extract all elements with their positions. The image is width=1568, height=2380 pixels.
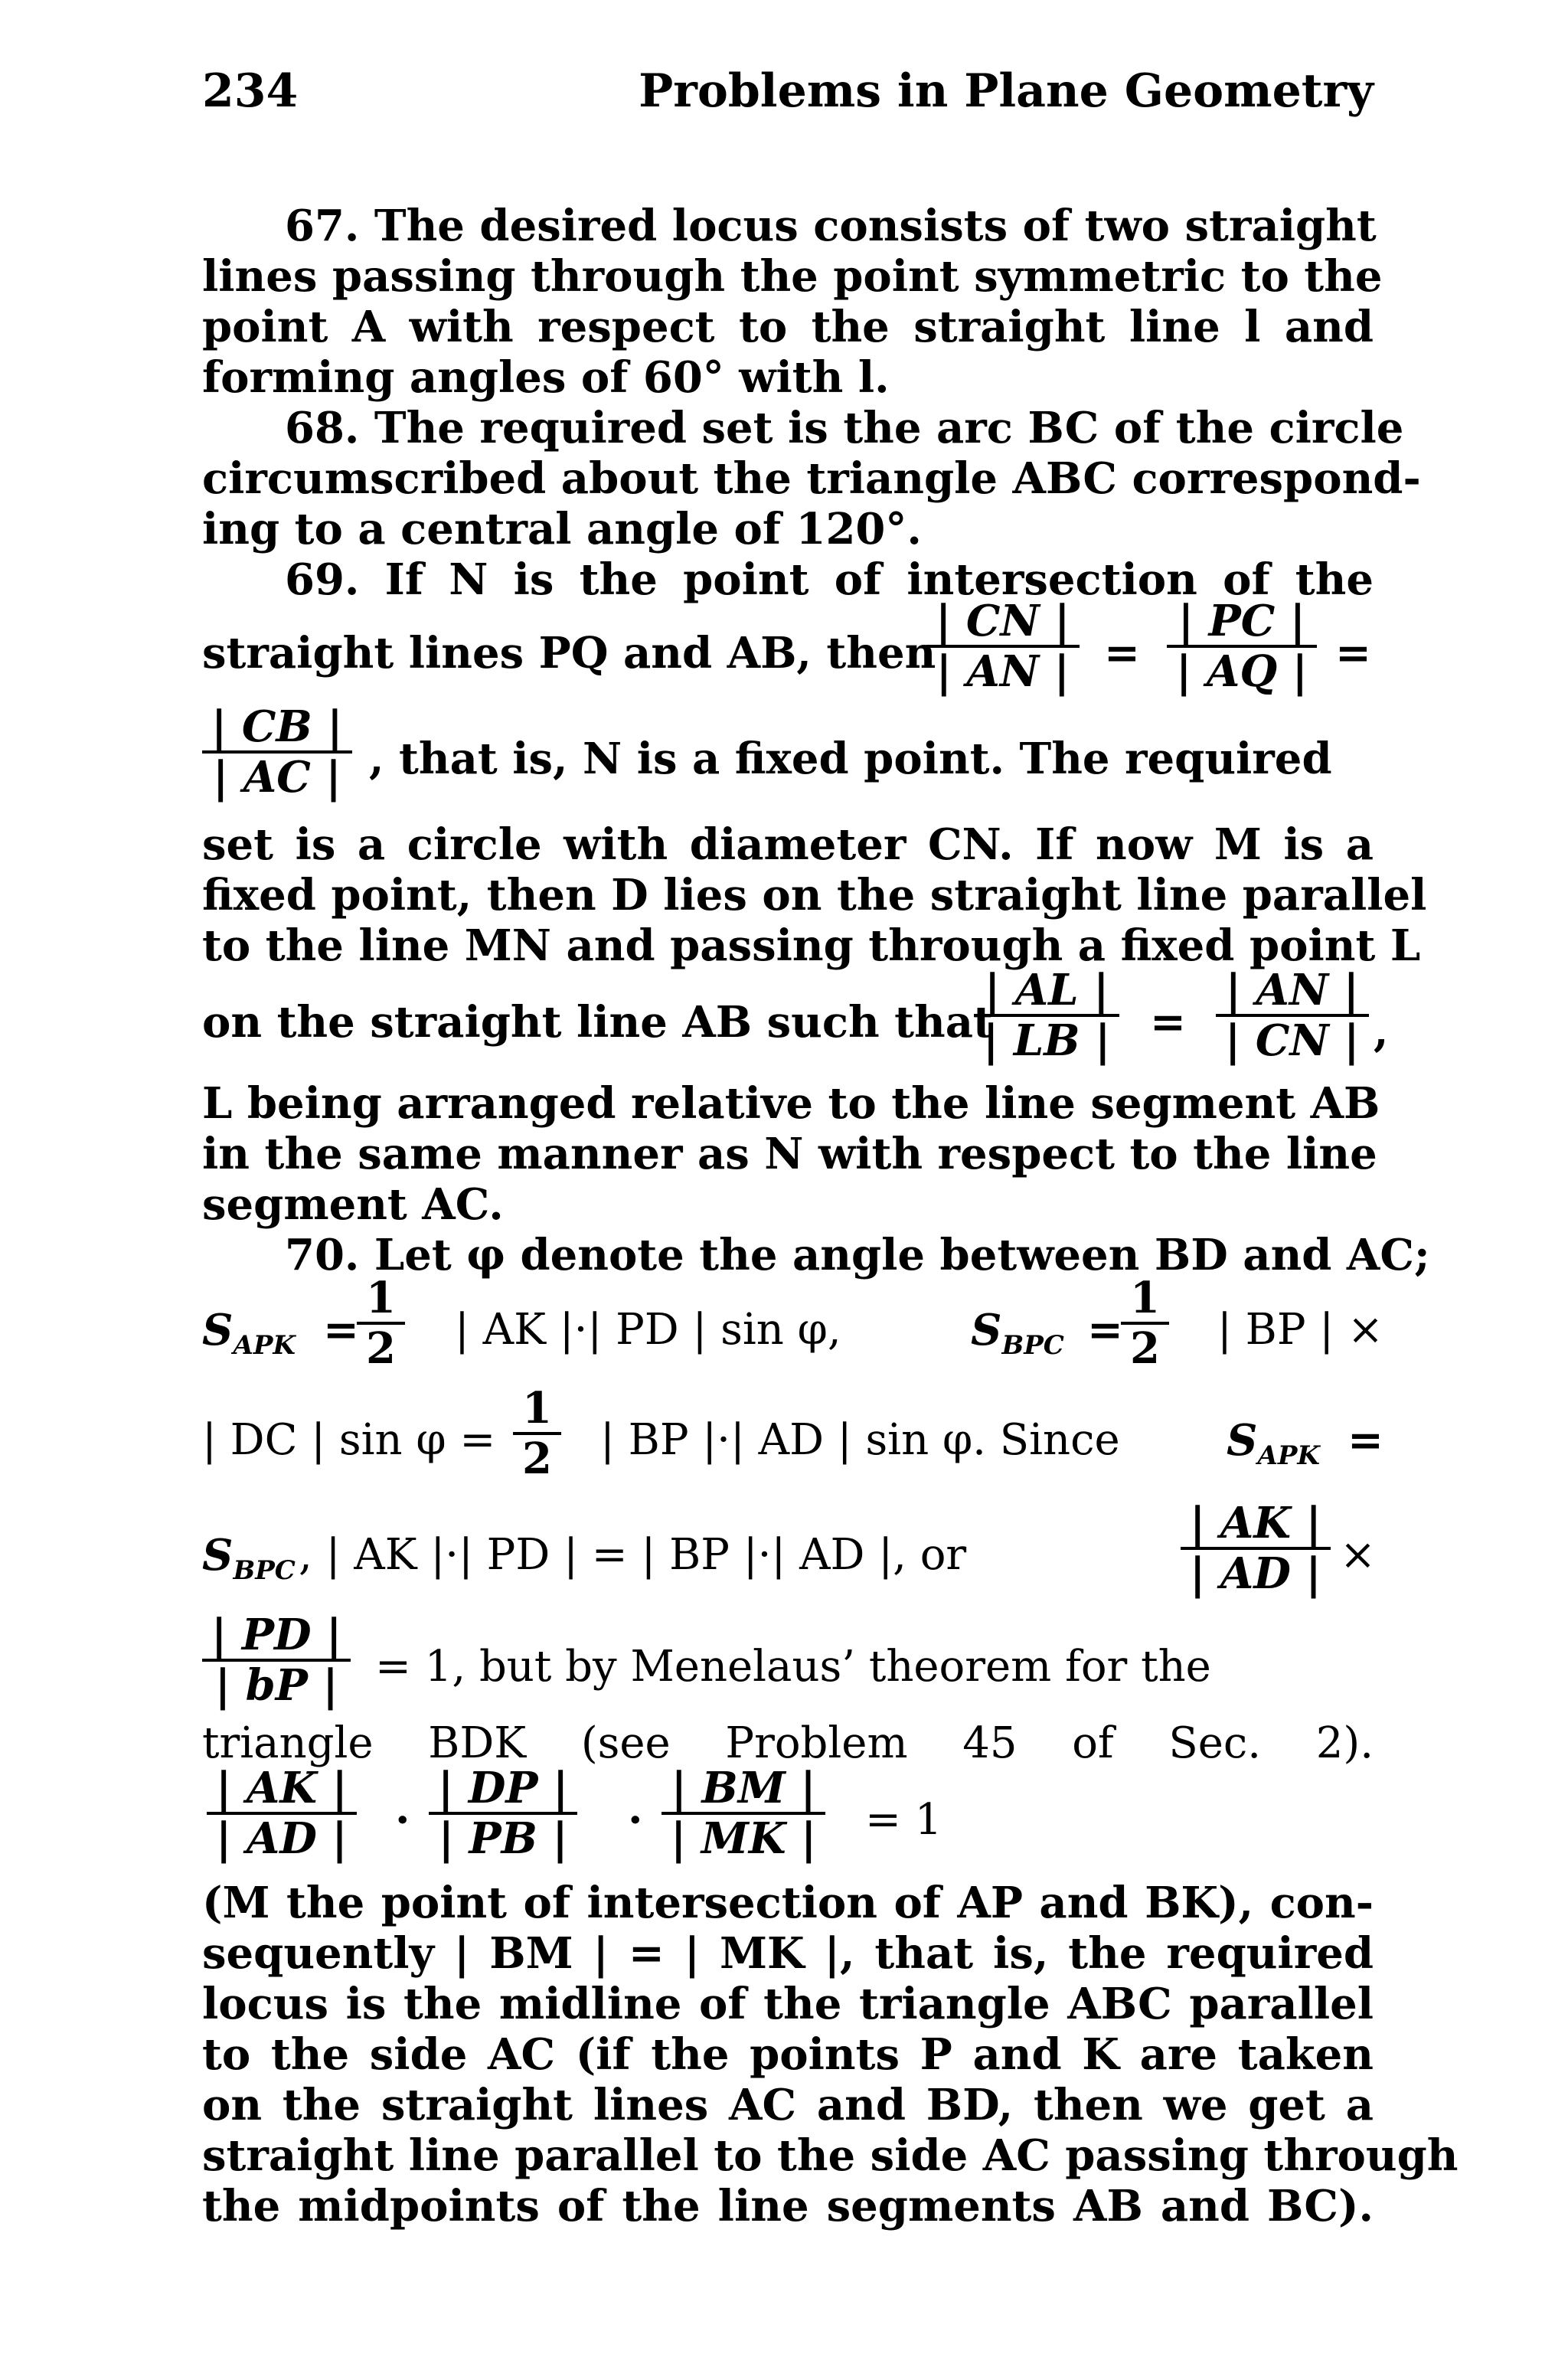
p69-line-3-text: , that is, N is a fixed point. The required bbox=[369, 734, 1332, 784]
fraction-numerator: | DP | bbox=[429, 1764, 577, 1815]
p67-line-1: 67. The desired locus consists of two straight bbox=[285, 201, 1377, 251]
fraction-one-half bbox=[513, 1385, 561, 1483]
p70-line-3 bbox=[202, 1383, 1383, 1499]
fraction-denominator: | AC | bbox=[212, 752, 341, 803]
fraction-numerator: 1 bbox=[1121, 1274, 1169, 1325]
p67-line-2: lines passing through the point symmetric to the bbox=[202, 251, 1383, 302]
p70-line-2 bbox=[202, 1273, 1383, 1389]
fraction-numerator: | AK | bbox=[1181, 1499, 1331, 1550]
fraction-denominator: | PB | bbox=[438, 1813, 568, 1864]
times-sign: × bbox=[1340, 1530, 1376, 1580]
p70-line-10: locus is the midline of the triangle ABC parallel bbox=[202, 1979, 1374, 2029]
fraction-numerator: | BM | bbox=[662, 1764, 825, 1815]
p70-menelaus-line bbox=[202, 1764, 1374, 1879]
page-header bbox=[202, 64, 1374, 135]
equals-sign: = bbox=[1150, 997, 1186, 1048]
equals-one: = 1 bbox=[865, 1795, 942, 1845]
p69-line-1: 69. If N is the point of intersection of the bbox=[285, 554, 1374, 605]
page-number: 234 bbox=[202, 64, 299, 118]
p70-expr-b: | BP | × bbox=[1217, 1305, 1383, 1355]
fraction-an-cn bbox=[1216, 966, 1369, 1064]
p69-line-6: to the line MN and passing through a fixed point L bbox=[202, 920, 1421, 971]
p70-line-11: to the side AC (if the points P and K are taken bbox=[202, 2029, 1374, 2080]
fraction-cb-ac bbox=[202, 703, 352, 801]
p70-line-5 bbox=[202, 1611, 1374, 1726]
running-title: Problems in Plane Geometry bbox=[639, 64, 1374, 118]
p69-line-7-text: on the straight line AB such that bbox=[202, 997, 993, 1048]
fraction-denominator: | AN | bbox=[936, 646, 1070, 697]
p69-line-4: set is a circle with diameter CN. If now M is a bbox=[202, 819, 1374, 870]
p69-line-10: segment AC. bbox=[202, 1179, 504, 1230]
p70-line-6: triangle BDK (see Problem 45 of Sec. 2). bbox=[202, 1718, 1374, 1768]
p69-line-9: in the same manner as N with respect to the line bbox=[202, 1129, 1377, 1179]
p68-line-1: 68. The required set is the arc BC of the circle bbox=[285, 403, 1404, 453]
fraction-numerator: | AL | bbox=[974, 966, 1119, 1017]
fraction-bm-mk bbox=[662, 1764, 825, 1862]
p70-line-4 bbox=[202, 1499, 1374, 1614]
p67-line-4: forming angles of 60° with l. bbox=[202, 352, 890, 403]
fraction-one-half bbox=[357, 1274, 405, 1372]
multiply-dot: · bbox=[395, 1795, 410, 1845]
area-bpc-symbol: $S_{BPC}$ bbox=[971, 1305, 1064, 1362]
area-bpc-symbol: $S_{BPC}$ bbox=[202, 1530, 296, 1587]
p70-line-5-text: = 1, but by Menelaus’ theorem for the bbox=[375, 1642, 1211, 1692]
fraction-numerator: | CB | bbox=[202, 703, 352, 754]
fraction-numerator: 1 bbox=[357, 1274, 405, 1325]
p70-line-3-b: | BP |·| AD | sin φ. Since bbox=[600, 1415, 1120, 1465]
fraction-numerator: | PC | bbox=[1167, 597, 1317, 648]
fraction-ak-ad bbox=[207, 1764, 357, 1862]
fraction-ak-ad bbox=[1181, 1499, 1331, 1597]
fraction-numerator: | CN | bbox=[926, 597, 1080, 648]
p70-line-12: on the straight lines AC and BD, then we get a bbox=[202, 2080, 1374, 2130]
p69-line-5: fixed point, then D lies on the straight line parallel bbox=[202, 870, 1427, 920]
p70-line-4-a: , | AK |·| PD | = | BP |·| AD |, or bbox=[299, 1530, 967, 1580]
fraction-numerator: | AN | bbox=[1216, 966, 1369, 1017]
p70-expr-a: | AK |·| PD | sin φ, bbox=[455, 1305, 841, 1355]
p69-line-2 bbox=[202, 597, 1374, 712]
equals-sign: = bbox=[323, 1305, 359, 1355]
fraction-denominator: 2 bbox=[1130, 1323, 1160, 1374]
p70-line-3-a: | DC | sin φ = bbox=[202, 1415, 496, 1465]
multiply-dot: · bbox=[628, 1795, 643, 1845]
p69-line-3 bbox=[202, 703, 1374, 818]
fraction-numerator: 1 bbox=[513, 1385, 561, 1435]
equals-sign: = bbox=[1335, 628, 1371, 678]
fraction-pc-aq bbox=[1167, 597, 1317, 695]
fraction-denominator: | AD | bbox=[216, 1813, 348, 1864]
fraction-al-lb bbox=[974, 966, 1119, 1064]
fraction-denominator: | bP | bbox=[214, 1660, 338, 1711]
p70-line-14: the midpoints of the line segments AB and BC). bbox=[202, 2181, 1374, 2231]
p69-line-8: L being arranged relative to the line segment AB bbox=[202, 1078, 1380, 1129]
fraction-denominator: | CN | bbox=[1225, 1015, 1360, 1066]
p69-line-2-text: straight lines PQ and AB, then bbox=[202, 628, 936, 678]
fraction-denominator: 2 bbox=[522, 1434, 552, 1484]
p70-line-9: sequently | BM | = | MK |, that is, the required bbox=[202, 1928, 1374, 1979]
fraction-numerator: | PD | bbox=[202, 1611, 351, 1662]
equals-sign: = bbox=[1348, 1415, 1383, 1466]
p70-line-1: 70. Let φ denote the angle between BD and AC; bbox=[285, 1230, 1430, 1280]
area-apk-symbol: $S_{APK}$ bbox=[1227, 1415, 1320, 1472]
p70-line-8: (M the point of intersection of AP and BK), con- bbox=[202, 1878, 1374, 1928]
comma: , bbox=[1374, 1006, 1389, 1057]
fraction-dp-pb bbox=[429, 1764, 577, 1862]
fraction-pd-bp bbox=[202, 1611, 351, 1709]
equals-sign: = bbox=[1087, 1305, 1123, 1355]
fraction-one-half bbox=[1121, 1274, 1169, 1372]
fraction-numerator: | AK | bbox=[207, 1764, 357, 1815]
fraction-denominator: 2 bbox=[366, 1323, 396, 1374]
p68-line-3: ing to a central angle of 120°. bbox=[202, 504, 922, 554]
fraction-denominator: | AD | bbox=[1190, 1548, 1321, 1599]
fraction-cn-an bbox=[926, 597, 1080, 695]
area-apk-symbol: $S_{APK}$ bbox=[202, 1305, 296, 1362]
p68-line-2: circumscribed about the triangle ABC correspond- bbox=[202, 453, 1421, 504]
p70-line-13: straight line parallel to the side AC passing through bbox=[202, 2130, 1459, 2181]
p67-line-3: point A with respect to the straight line l and bbox=[202, 302, 1374, 352]
fraction-denominator: | MK | bbox=[671, 1813, 817, 1864]
fraction-denominator: | AQ | bbox=[1176, 646, 1308, 697]
fraction-denominator: | LB | bbox=[983, 1015, 1111, 1066]
equals-sign: = bbox=[1104, 628, 1140, 678]
p69-line-7 bbox=[202, 965, 1389, 1081]
